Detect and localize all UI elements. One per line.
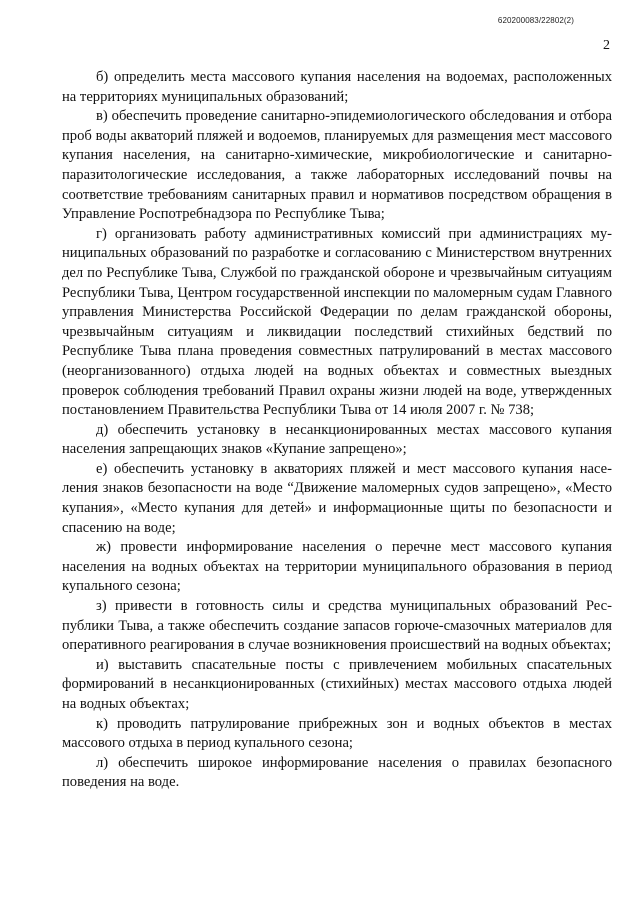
paragraph-g: г) организовать работу административных комиссий при администрациях муниципальных образований по разработке и согласованию с Министерством внутренних дел по Республике Тыва, Службой по гражданской обороне и чрезвычайным ситуациям Республики Тыва, Центром государственной инспекции по маломерным судам Главного управления Министерства Российской Федерации по делам гражданской обороны, чрезвычайным ситуациям и ликвидации последствий стихийных бедствий по Республике Тыва плана проведения совместных патрулирований в местах массового (неорганизованного) отдыха людей на водных объектах и совместных выездных проверок соблюдения требований Правил охраны жизни людей на воде, утвержденных постановлением Правительства Республики Тыва от 14 июля 2007 г. № 738; <box>62 225 612 419</box>
paragraph-b: б) определить места массового купания населения на водоемах, расположенных на территориях муниципальных образований; <box>62 69 612 105</box>
paragraph-l: л) обеспечить широкое информирование населения о правилах безопасного поведения на воде. <box>62 754 612 791</box>
paragraph-e: е) обеспечить установку в акваториях пляжей и мест массового купания населения знаков безопасности на воде “Движение маломерных судов запрещено», «Место купания», «Место купания для детей» и информационные щиты по безопасности и спасению на воде; <box>62 460 612 536</box>
paragraph-d: д) обеспечить установку в несанкционированных местах массового купания населения запрещающих знаков «Купание запрещено»; <box>62 421 612 458</box>
paragraph-z: з) привести в готовность силы и средства муниципальных образований Республики Тыва, а также обеспечить создание запасов горюче-смазочных материалов для оперативного реагирования в случае возникновения происшествий на водных объектах; <box>62 598 612 654</box>
paragraph-i: и) выставить спасательные посты с привлечением мобильных спасательных формирований в несанкционированных (стихийных) местах массового отдыха людей на водных объектах; <box>62 656 612 712</box>
page-number: 2 <box>603 38 610 53</box>
document-id: 620200083/22802(2) <box>497 16 574 25</box>
paragraph-v: в) обеспечить проведение санитарно-эпидемиологического обследования и отбора проб воды акваторий пляжей и водоемов, планируемых для размещения мест массового купания населения, на санитарно-химические, микробиологические и санитарно-паразитологические исследования, а также лабораторных исследований почвы на соответствие требованиям санитарных правил и нормативов посредством обращения в Управление Роспотребнадзора по Республике Тыва; <box>62 108 612 223</box>
document-body <box>62 68 612 793</box>
paragraph-zh: ж) провести информирование населения о перечне мест массового купания населения на водных объектах на территории муниципального образования в период купального сезона; <box>62 539 612 595</box>
paragraph-k: к) проводить патрулирование прибрежных зон и водных объектов в местах массового отдыха в период купального сезона; <box>62 715 612 752</box>
